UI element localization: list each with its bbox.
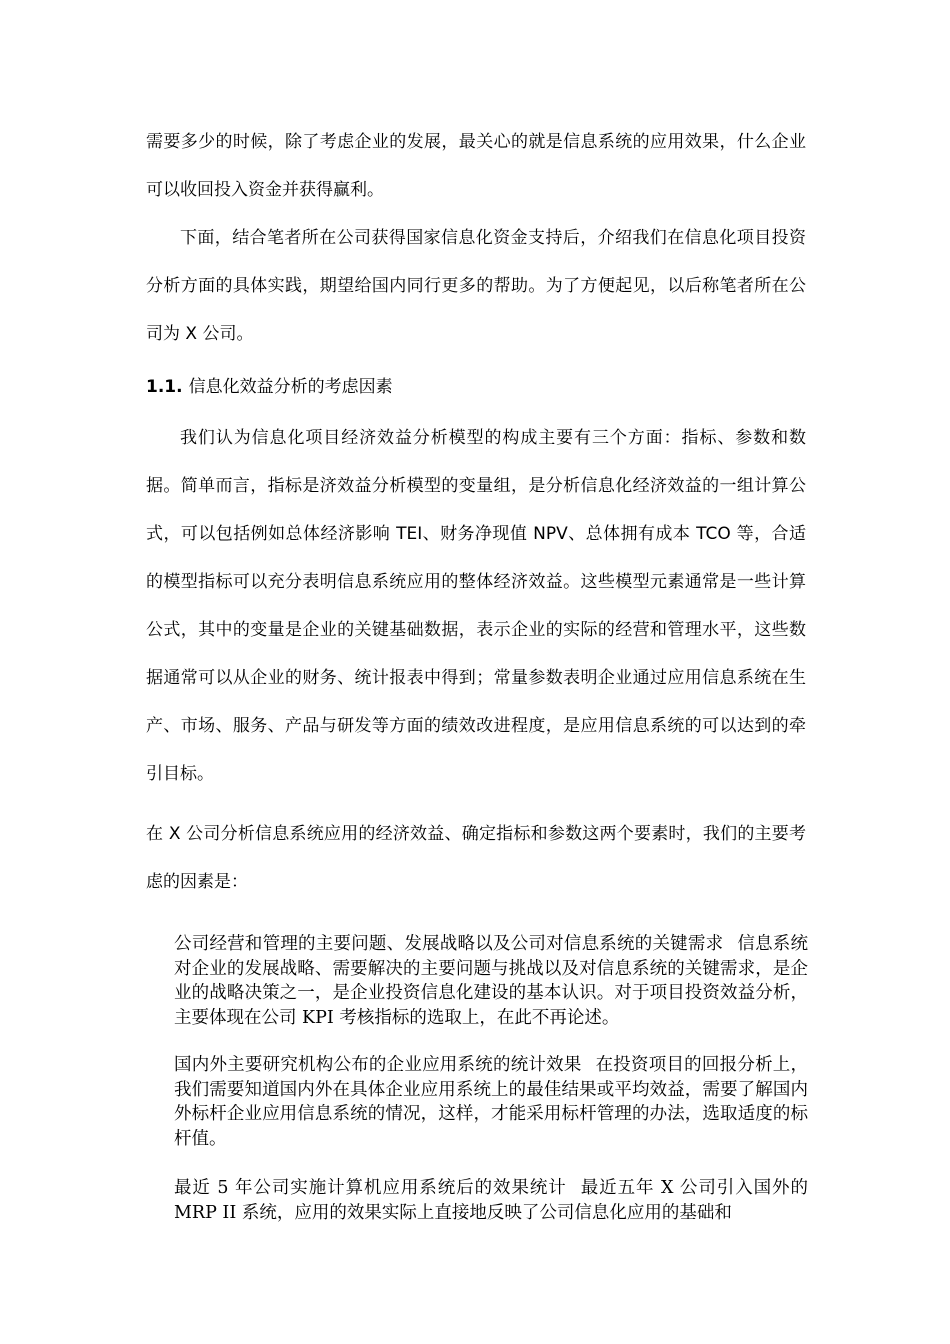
list-item-title: 公司经营和管理的主要问题、发展战略以及公司对信息系统的关键需求: [174, 934, 724, 954]
section-heading: [146, 372, 806, 402]
list-item: [174, 1176, 808, 1225]
section-number: 1.1.: [146, 377, 183, 397]
paragraph-continuation: 需要多少的时候，除了考虑企业的发展，最关心的就是信息系统的应用效果，什么企业可以收回投入资金并获得赢利。: [146, 132, 806, 200]
list-item: [174, 932, 808, 1030]
paragraph-intro: 下面，结合笔者所在公司获得国家信息化资金支持后，介绍我们在信息化项目投资分析方面的具体实践，期望给国内同行更多的帮助。为了方便起见，以后称笔者所在公司为 X 公司。: [146, 228, 806, 344]
list-item-body: 最近五年 X 公司引入国外的 MRP II 系统，应用的效果实际上直接地反映了公司信息化应用的基础和: [174, 1178, 808, 1223]
list-item-body: 在投资项目的回报分析上，我们需要知道国内外在具体企业应用系统上的最佳结果或平均效益，需要了解国内外标杆企业应用信息系统的情况，这样，才能采用标杆管理的办法，选取适度的标杆值。: [174, 1055, 809, 1149]
list-item-body: 信息系统对企业的发展战略、需要解决的主要问题与挑战以及对信息系统的关键需求，是企业的战略决策之一，是企业投资信息化建设的基本认识。对于项目投资效益分析，主要体现在公司 KPI 考核指标的选取上，在此不再论述。: [174, 934, 809, 1028]
list-item-title: 国内外主要研究机构公布的企业应用系统的统计效果: [174, 1055, 582, 1075]
list-item-title: 最近 5 年公司实施计算机应用系统后的效果统计: [174, 1178, 567, 1198]
list-item: [174, 1053, 808, 1151]
section-title: 信息化效益分析的考虑因素: [188, 377, 393, 397]
paragraph-factors: 在 X 公司分析信息系统应用的经济效益、确定指标和参数这两个要素时，我们的主要考虑的因素是：: [146, 824, 806, 892]
paragraph-model: 我们认为信息化项目经济效益分析模型的构成主要有三个方面：指标、参数和数据。简单而言，指标是济效益分析模型的变量组，是分析信息化经济效益的一组计算公式，可以包括例如总体经济影响 TEI、财务净现值 NPV、总体拥有成本 TCO 等，合适的模型指标可以充分表明信息系统应用的整体经济效益。这些模型元素通常是一些计算公式，其中的变量是企业的关键基础数据，表示企业的实际的经营和管理水平，这些数据通常可以从企业的财务、统计报表中得到；常量参数表明企业通过应用信息系统在生产、市场、服务、产品与研发等方面的绩效改进程度，是应用信息系统的可以达到的牵引目标。: [146, 428, 806, 784]
